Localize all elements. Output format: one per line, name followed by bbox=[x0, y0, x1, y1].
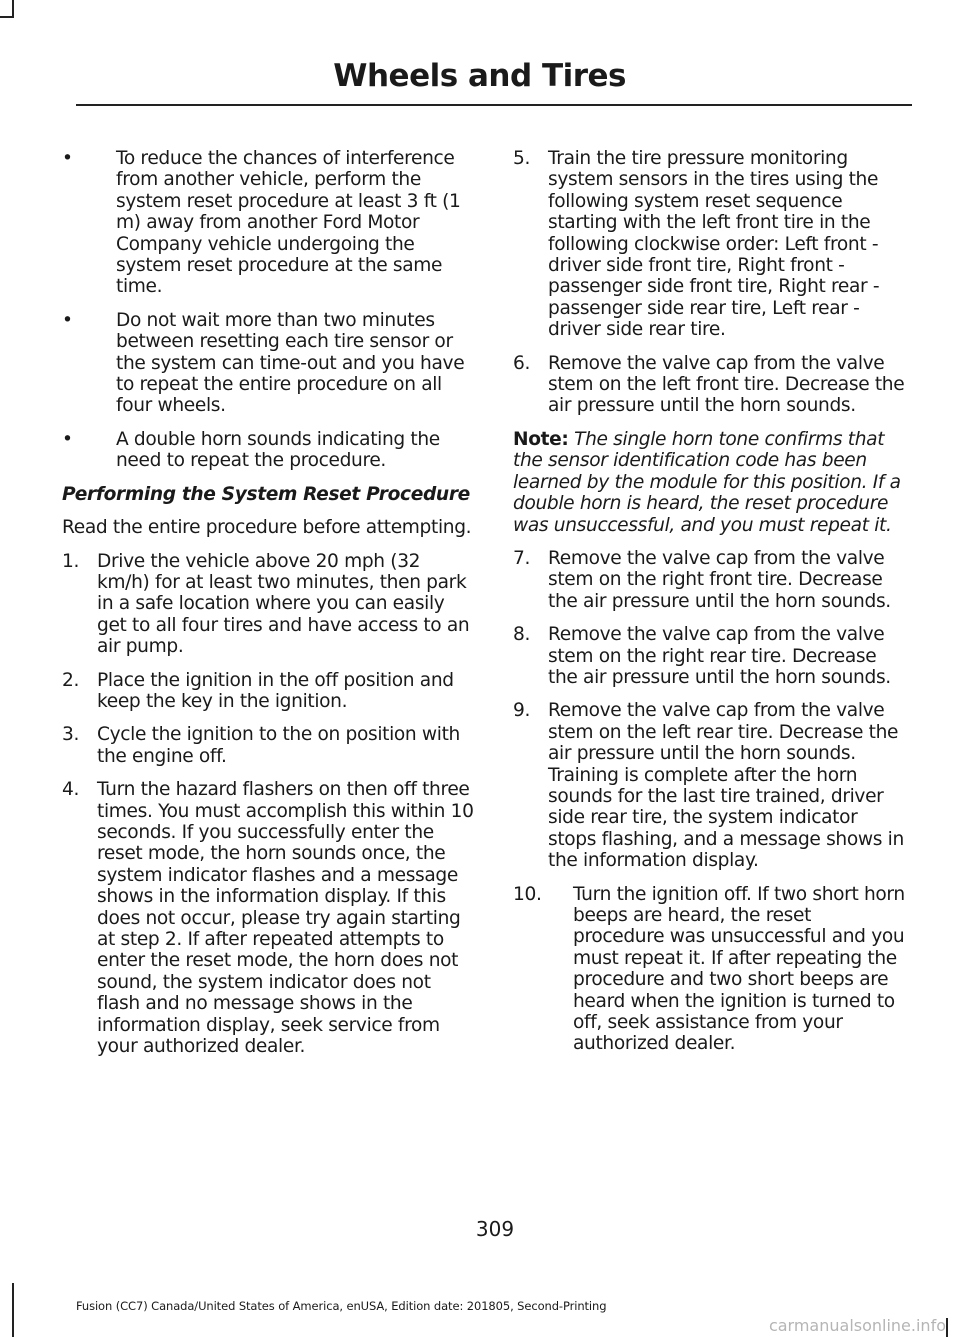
crop-mark bbox=[12, 0, 14, 16]
step-item bbox=[513, 884, 907, 1055]
step-number: 5. bbox=[513, 148, 531, 169]
step-text: Place the ignition in the off position and keep the key in the ignition. bbox=[97, 669, 454, 712]
note-label: Note: bbox=[513, 428, 569, 450]
step-item bbox=[513, 148, 907, 341]
bullet-item bbox=[62, 148, 474, 298]
step-text: Remove the valve cap from the valve stem on the right rear tire. Decrease the air pressure until the horn sounds. bbox=[548, 624, 891, 688]
step-number: 8. bbox=[513, 624, 531, 646]
footer-edition-info: Fusion (CC7) Canada/United States of America, enUSA, Edition date: 201805, Second-Printing bbox=[76, 1299, 607, 1313]
page-number: 309 bbox=[475, 1217, 515, 1241]
bullet-text: Do not wait more than two minutes between resetting each tire sensor or the system can time-out and you have to repeat the entire procedure on all four wheels. bbox=[116, 309, 465, 417]
bullet-text: A double horn sounds indicating the need to repeat the procedure. bbox=[116, 428, 440, 472]
step-number: 3. bbox=[62, 724, 80, 746]
step-text: Remove the valve cap from the valve stem on the left front tire. Decrease the air pressure until the horn sounds. bbox=[548, 352, 905, 417]
step-item bbox=[62, 779, 474, 1057]
step-number: 4. bbox=[62, 779, 80, 801]
right-column bbox=[513, 148, 907, 1067]
intro-paragraph: Read the entire procedure before attempting. bbox=[62, 517, 472, 539]
step-item bbox=[62, 551, 474, 658]
bullet-marker: • bbox=[62, 309, 73, 331]
section-heading: Performing the System Reset Procedure bbox=[62, 483, 470, 505]
step-text: Remove the valve cap from the valve stem on the right front tire. Decrease the air pressure until the horn sounds. bbox=[548, 547, 891, 612]
note-text: The single horn tone confirms that the sensor identification code has been learned by the module for this position. If a double horn is heard, the reset procedure was unsuccessful, and you must repeat it. bbox=[513, 428, 901, 536]
note-paragraph bbox=[513, 429, 907, 536]
step-item bbox=[513, 700, 907, 871]
step-item bbox=[513, 624, 907, 688]
header-rule bbox=[76, 104, 912, 106]
step-text: Turn the ignition off. If two short horn beeps are heard, the reset procedure was unsuccessful and you must repeat it. If after repeating the procedure and two short beeps are heard when the ignition is turned to off, seek assistance from your authorized dealer. bbox=[573, 883, 905, 1055]
bullet-item bbox=[62, 429, 474, 472]
bullet-text: To reduce the chances of interference from another vehicle, perform the system reset procedure at least 3 ft (1 m) away from another Ford Motor Company vehicle undergoing the system reset procedure at the same time. bbox=[116, 148, 461, 298]
step-item bbox=[62, 724, 474, 767]
bullet-marker: • bbox=[62, 148, 73, 169]
step-text: Drive the vehicle above 20 mph (32 km/h) for at least two minutes, then park in a safe location where you can easily get to all four tires and have access to an air pump. bbox=[97, 550, 470, 658]
step-text: Remove the valve cap from the valve stem on the left rear tire. Decrease the air pressure until the horn sounds. Training is complete after the horn sounds for the last tire trained, driver side rear tire, the system indicator stops flashing, and a message shows in the information display. bbox=[548, 700, 904, 872]
crop-mark bbox=[12, 1283, 14, 1337]
left-column bbox=[62, 148, 474, 1069]
crop-mark bbox=[946, 1318, 948, 1337]
bullet-item bbox=[62, 310, 474, 417]
step-number: 6. bbox=[513, 352, 531, 374]
step-item bbox=[513, 548, 907, 612]
step-item bbox=[62, 670, 474, 713]
step-text: Train the tire pressure monitoring system sensors in the tires using the following system reset sequence starting with the left front tire in the following clockwise order: Left front - driver side front tire, Right front - passenger side front tire, Right rear - passenger side rear tire, Left rear - driver side rear tire. bbox=[548, 148, 880, 341]
step-item bbox=[513, 353, 907, 417]
step-number: 2. bbox=[62, 669, 80, 691]
step-number: 10. bbox=[513, 883, 542, 905]
watermark: carmanualsonline.info bbox=[768, 1316, 946, 1335]
step-number: 9. bbox=[513, 700, 531, 722]
bullet-marker: • bbox=[62, 428, 73, 450]
crop-mark bbox=[0, 16, 14, 18]
step-text: Turn the hazard flashers on then off three times. You must accomplish this within 10 seconds. If you successfully enter the reset mode, the horn sounds once, the system indicator flashes and a message shows in the information display. If this does not occur, please try again starting at step 2. If after repeated attempts to enter the reset mode, the horn does not sound, the system indicator does not flash and no message shows in the information display, seek service from your authorized dealer. bbox=[97, 779, 474, 1058]
page-title: Wheels and Tires bbox=[333, 58, 626, 94]
step-number: 7. bbox=[513, 547, 531, 569]
step-text: Cycle the ignition to the on position with the engine off. bbox=[97, 724, 460, 767]
step-number: 1. bbox=[62, 550, 80, 572]
